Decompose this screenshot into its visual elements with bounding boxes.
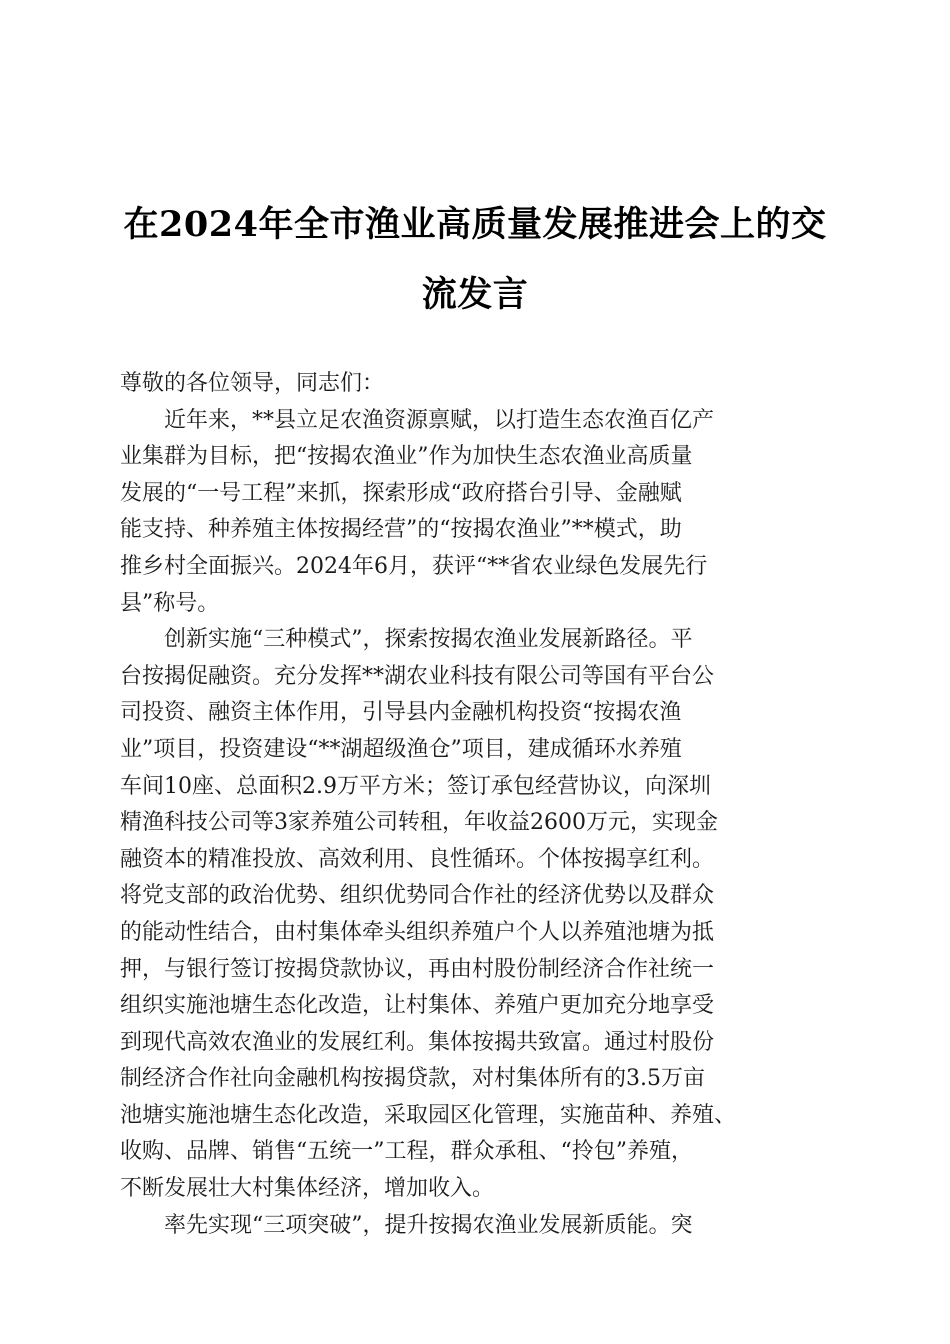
body-line: 率先实现“三项突破”，提升按揭农渔业发展新质能。突 (120, 1212, 693, 1238)
body-line: 车间10座、总面积2.9万平方米；签订承包经营协议，向深圳 (120, 773, 711, 799)
body-line: 台按揭促融资。充分发挥**湖农业科技有限公司等国有平台公 (120, 663, 715, 689)
body-line: 不断发展壮大村集体经济，增加收入。 (120, 1176, 495, 1202)
body-line: 司投资、融资主体作用，引导县内金融机构投资“按揭农渔 (120, 700, 682, 726)
document-title-line-2: 流发言 (421, 274, 529, 315)
document-title-line-1: 在2024年全市渔业高质量发展推进会上的交 (123, 204, 827, 245)
body-line: 发展的“一号工程”来抓，探索形成“政府搭台引导、金融赋 (120, 480, 682, 506)
body-line: 业”项目，投资建设“**湖超级渔仓”项目，建成循环水养殖 (120, 736, 682, 762)
body-line: 将党支部的政治优势、组织优势同合作社的经济优势以及群众 (120, 883, 715, 909)
body-line: 近年来，**县立足农渔资源禀赋，以打造生态农渔百亿产 (120, 407, 715, 433)
body-line: 融资本的精准投放、高效利用、良性循环。个体按揭享红利。 (120, 846, 715, 872)
body-line: 推乡村全面振兴。2024年6月，获评“**省农业绿色发展先行 (120, 553, 708, 579)
body-line: 收购、品牌、销售“五统一”工程，群众承租、“拎包”养殖， (120, 1139, 693, 1165)
body-line: 尊敬的各位领导，同志们： (120, 371, 385, 396)
body-line: 能支持、种养殖主体按揭经营”的“按揭农渔业”**模式，助 (120, 517, 682, 543)
body-line: 精渔科技公司等3家养殖公司转租，年收益2600万元，实现金 (120, 810, 718, 836)
body-line: 县”称号。 (120, 590, 220, 616)
body-line: 制经济合作社向金融机构按揭贷款，对村集体所有的3.5万亩 (120, 1066, 705, 1092)
body-line: 的能动性结合，由村集体牵头组织养殖户个人以养殖池塘为抵 (120, 919, 715, 945)
body-line: 押，与银行签订按揭贷款协议，再由村股份制经济合作社统一 (120, 956, 715, 982)
body-line: 到现代高效农渔业的发展红利。集体按揭共致富。通过村股份 (120, 1029, 715, 1055)
body-line: 业集群为目标，把“按揭农渔业”作为加快生态农渔业高质量 (120, 444, 693, 470)
body-line: 组织实施池塘生态化改造，让村集体、养殖户更加充分地享受 (120, 993, 715, 1019)
document-body (120, 366, 832, 1244)
body-line: 池塘实施池塘生态化改造，采取园区化管理，实施苗种、养殖、 (120, 1102, 737, 1128)
body-line: 创新实施“三种模式”，探索按揭农渔业发展新路径。平 (120, 627, 693, 653)
